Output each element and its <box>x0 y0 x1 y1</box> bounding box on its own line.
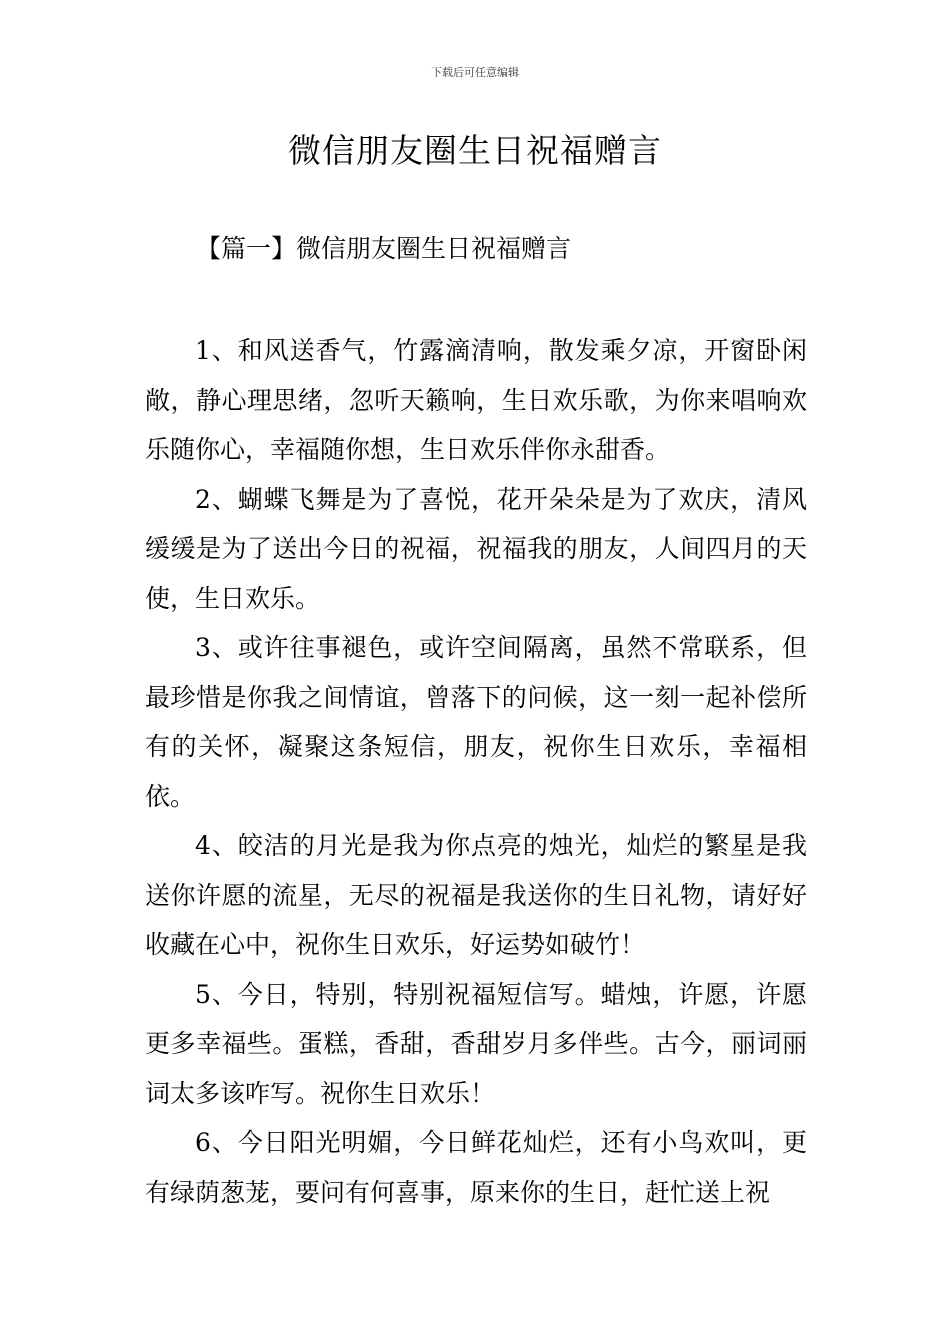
section-heading: 【篇一】微信朋友圈生日祝福赠言 <box>196 234 572 263</box>
paragraph-5: 5、今日，特别，特别祝福短信写。蜡烛，许愿，许愿更多幸福些。蛋糕，香甜，香甜岁月多伴些。古今，丽词丽词太多该咋写。祝你生日欢乐！ <box>145 979 807 1108</box>
paragraph-3: 3、或许往事褪色，或许空间隔离，虽然不常联系，但最珍惜是你我之间情谊，曾落下的问候，这一刻一起补偿所有的关怀，凝聚这条短信，朋友，祝你生日欢乐，幸福相依。 <box>145 633 807 811</box>
paragraph-1: 1、和风送香气，竹露滴清响，散发乘夕凉，开窗卧闲敞，静心理思绪，忽听天籁响，生日欢乐歌，为你来唱响欢乐随你心，幸福随你想，生日欢乐伴你永甜香。 <box>145 336 807 464</box>
paragraph-2: 2、蝴蝶飞舞是为了喜悦，花开朵朵是为了欢庆，清风缓缓是为了送出今日的祝福，祝福我的朋友，人间四月的天使，生日欢乐。 <box>145 484 807 613</box>
document-title: 微信朋友圈生日祝福赠言 <box>288 131 662 170</box>
paragraph-4: 4、皎洁的月光是我为你点亮的烛光，灿烂的繁星是我送你许愿的流星，无尽的祝福是我送你的生日礼物，请好好收藏在心中，祝你生日欢乐，好运势如破竹！ <box>145 831 807 959</box>
header-note: 下载后可任意编辑 <box>431 66 519 79</box>
document-body <box>145 326 807 1217</box>
paragraph-6: 6、今日阳光明媚，今日鲜花灿烂，还有小鸟欢叫，更有绿荫葱茏，要问有何喜事，原来你的生日，赶忙送上祝 <box>145 1128 807 1207</box>
